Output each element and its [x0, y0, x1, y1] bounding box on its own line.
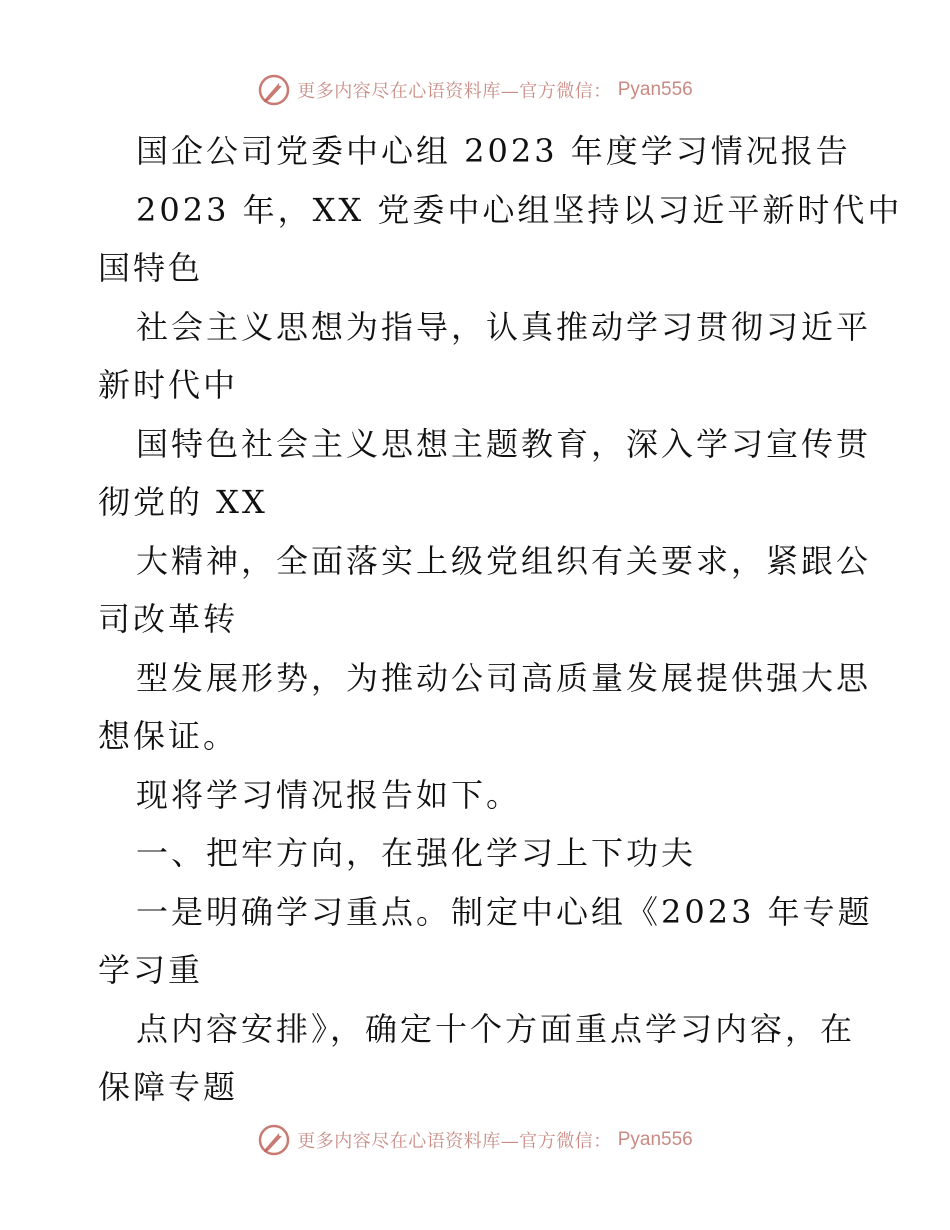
watermark-wechat-id: Pyan556 [617, 1129, 693, 1150]
paragraph-line: 型发展形势，为推动公司高质量发展提供强大思 [136, 658, 872, 697]
footer-watermark [0, 1120, 950, 1160]
paragraph-line: 社会主义思想为指导，认真推动学习贯彻习近平 [136, 307, 872, 346]
paragraph-line: 学习重 [98, 951, 204, 989]
paragraph-line: 新时代中 [98, 366, 239, 404]
watermark-text: 更多内容尽在心语资料库—官方微信： [297, 1131, 612, 1152]
paragraph-line: 想保证。 [98, 717, 239, 755]
paragraph-line: 保障专题 [98, 1068, 239, 1106]
paragraph-line: 2023 年，XX 党委中心组坚持以习近平新时代中 [136, 190, 903, 229]
paragraph-line: 彻党的 XX [98, 483, 268, 521]
header-watermark [0, 70, 950, 110]
paragraph-line: 一是明确学习重点。制定中心组《2023 年专题 [136, 892, 873, 931]
watermark-wechat-id: Pyan556 [617, 79, 693, 100]
pen-logo-icon [257, 1123, 291, 1157]
document-title: 国企公司党委中心组 2023 年度学习情况报告 [136, 132, 851, 170]
document-body [98, 122, 903, 1117]
section-heading: 一、把牢方向，在强化学习上下功夫 [136, 834, 697, 872]
paragraph-line: 国特色社会主义思想主题教育，深入学习宣传贯 [136, 424, 872, 463]
paragraph-line: 现将学习情况报告如下。 [136, 775, 522, 814]
paragraph-line: 国特色 [98, 249, 204, 287]
paragraph-line: 点内容安排》，确定十个方面重点学习内容，在 [136, 1009, 856, 1048]
watermark-text: 更多内容尽在心语资料库—官方微信： [297, 81, 612, 102]
paragraph-line: 大精神，全面落实上级党组织有关要求，紧跟公 [136, 541, 872, 580]
pen-logo-icon [257, 73, 291, 107]
paragraph-line: 司改革转 [98, 600, 239, 638]
